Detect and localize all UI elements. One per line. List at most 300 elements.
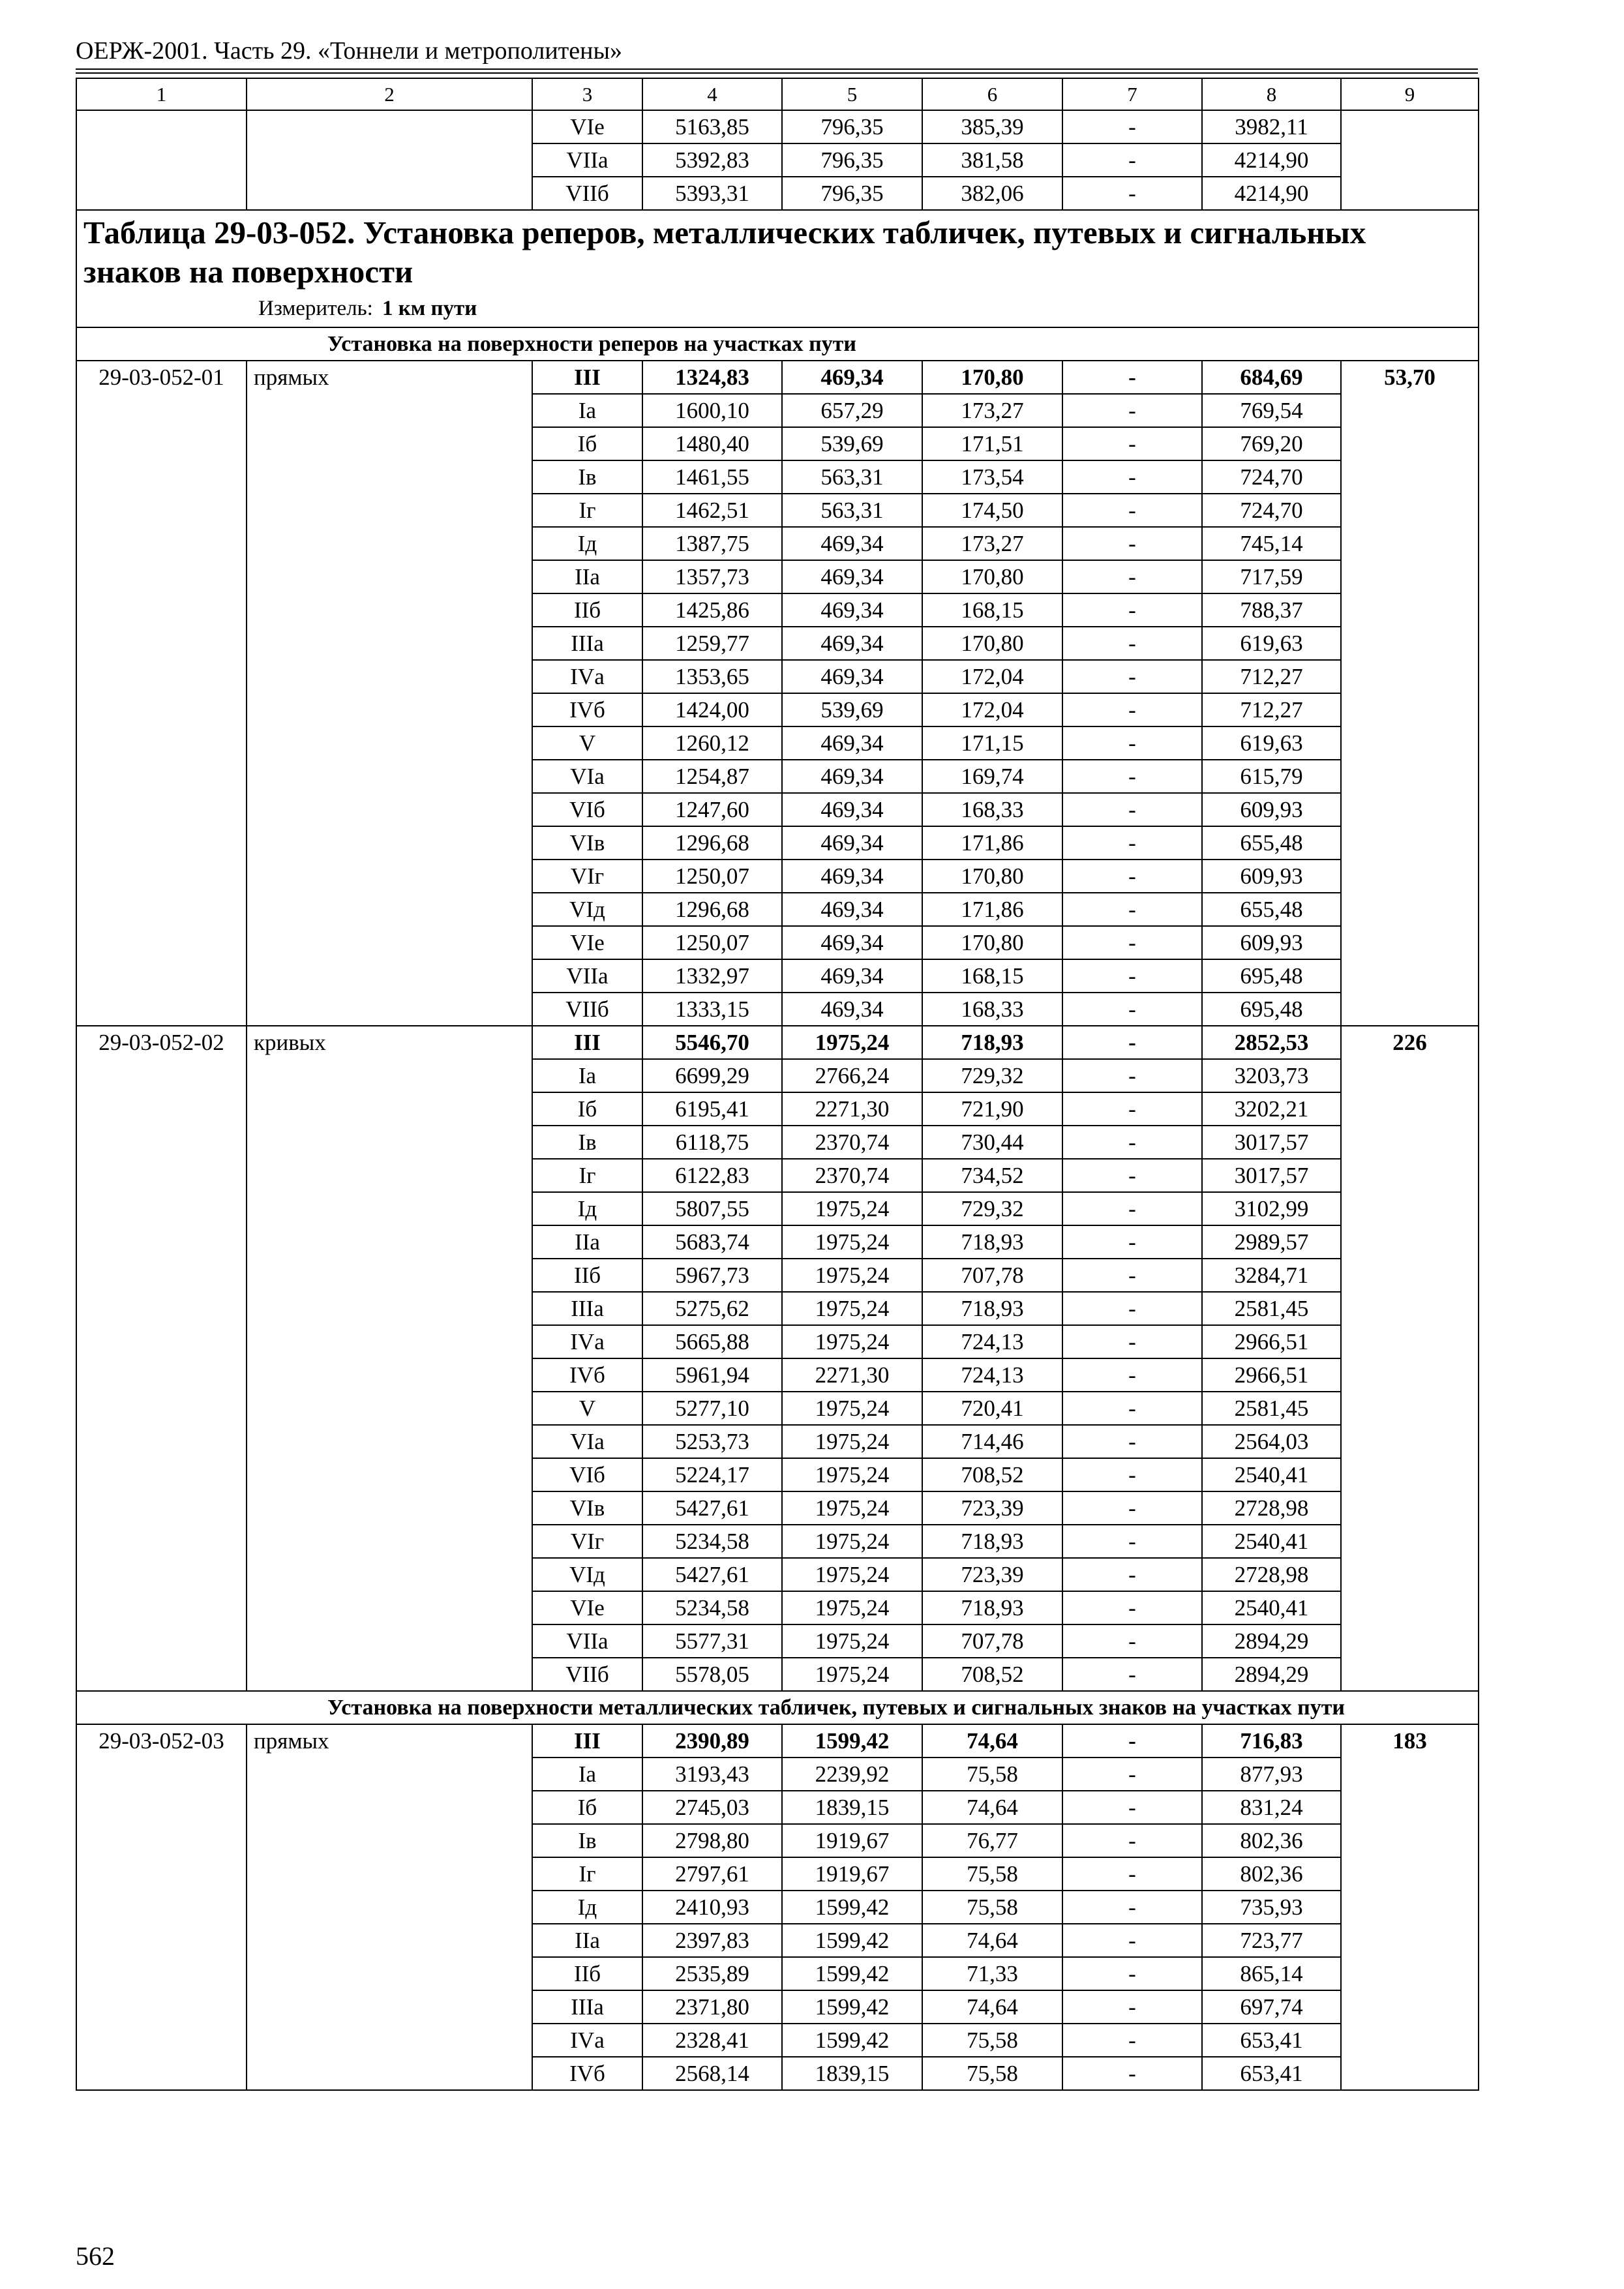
data-cell: 469,34	[782, 826, 922, 860]
data-cell: 1975,24	[782, 1624, 922, 1658]
data-cell: 718,93	[922, 1525, 1062, 1558]
data-cell: 1599,42	[782, 1924, 922, 1957]
table-title: Таблица 29-03-052. Установка реперов, металлических табличек, путевых и сигнальных знаков на поверхности	[83, 215, 1366, 290]
data-cell: 1975,24	[782, 1325, 922, 1358]
data-cell: -	[1062, 726, 1202, 760]
data-cell: 2797,61	[642, 1857, 782, 1891]
column-number: 8	[1202, 78, 1341, 110]
column-number: 3	[532, 78, 642, 110]
data-cell: -	[1062, 494, 1202, 527]
column-number-row	[76, 78, 1479, 110]
data-cell: 2581,45	[1202, 1392, 1341, 1425]
data-cell: 724,13	[922, 1325, 1062, 1358]
data-cell: 721,90	[922, 1092, 1062, 1126]
data-cell: VIб	[532, 793, 642, 826]
data-cell: 796,35	[782, 110, 922, 143]
data-cell: Iг	[532, 494, 642, 527]
data-cell: IVб	[532, 693, 642, 726]
data-cell: 1975,24	[782, 1292, 922, 1325]
data-cell: 2852,53	[1202, 1026, 1341, 1059]
data-cell: 684,69	[1202, 361, 1341, 394]
data-cell: 382,06	[922, 177, 1062, 210]
data-cell: 619,63	[1202, 627, 1341, 660]
data-cell: -	[1062, 1392, 1202, 1425]
measure-value: 1 км пути	[382, 297, 477, 320]
data-cell: 707,78	[922, 1259, 1062, 1292]
data-cell: 2766,24	[782, 1059, 922, 1092]
data-cell: IIIа	[532, 1292, 642, 1325]
data-cell: 1250,07	[642, 860, 782, 893]
data-cell: 174,50	[922, 494, 1062, 527]
work-name: прямых	[247, 1724, 532, 2090]
data-cell: 5546,70	[642, 1026, 782, 1059]
data-cell: 469,34	[782, 361, 922, 394]
data-cell: -	[1062, 926, 1202, 959]
data-cell: 5577,31	[642, 1624, 782, 1658]
data-cell: 718,93	[922, 1292, 1062, 1325]
data-cell: 619,63	[1202, 726, 1341, 760]
data-cell: VIб	[532, 1458, 642, 1491]
data-cell: 1919,67	[782, 1824, 922, 1857]
data-cell: -	[1062, 1192, 1202, 1225]
data-cell: 2371,80	[642, 1990, 782, 2024]
data-cell: 5234,58	[642, 1591, 782, 1624]
data-cell: 2894,29	[1202, 1658, 1341, 1691]
data-cell: 723,39	[922, 1491, 1062, 1525]
data-cell: 469,34	[782, 593, 922, 627]
data-cell: VIIа	[532, 143, 642, 177]
data-cell: 469,34	[782, 860, 922, 893]
data-cell: -	[1062, 893, 1202, 926]
data-cell: 74,64	[922, 1924, 1062, 1957]
data-cell: 539,69	[782, 427, 922, 460]
data-cell: 802,36	[1202, 1824, 1341, 1857]
data-cell: 1480,40	[642, 427, 782, 460]
data-cell: Iа	[532, 1758, 642, 1791]
data-cell: 75,58	[922, 1891, 1062, 1924]
data-cell: Iв	[532, 460, 642, 494]
data-cell: 469,34	[782, 760, 922, 793]
data-cell: 2798,80	[642, 1824, 782, 1857]
data-cell: 2271,30	[782, 1092, 922, 1126]
data-cell: IVа	[532, 660, 642, 693]
data-cell: -	[1062, 143, 1202, 177]
data-cell: 1324,83	[642, 361, 782, 394]
data-cell: VIе	[532, 926, 642, 959]
data-cell: 1254,87	[642, 760, 782, 793]
table-body	[76, 78, 1479, 2090]
work-name: прямых	[247, 361, 532, 1026]
data-cell: VIе	[532, 1591, 642, 1624]
data-cell: 4214,90	[1202, 177, 1341, 210]
data-cell: Iа	[532, 394, 642, 427]
data-cell: 796,35	[782, 143, 922, 177]
data-cell: 723,77	[1202, 1924, 1341, 1957]
data-cell: 170,80	[922, 860, 1062, 893]
data-cell: -	[1062, 2057, 1202, 2090]
data-cell: 1600,10	[642, 394, 782, 427]
data-cell: -	[1062, 1259, 1202, 1292]
data-cell: 2728,98	[1202, 1558, 1341, 1591]
data-cell: IIб	[532, 593, 642, 627]
data-cell: 469,34	[782, 627, 922, 660]
data-cell: Iг	[532, 1857, 642, 1891]
section-row	[76, 1691, 1479, 1724]
data-cell: -	[1062, 177, 1202, 210]
table-row	[76, 1724, 1479, 1758]
column-number: 4	[642, 78, 782, 110]
data-cell: IVб	[532, 2057, 642, 2090]
data-cell: 469,34	[782, 726, 922, 760]
data-cell: 469,34	[782, 959, 922, 993]
section-row	[76, 327, 1479, 361]
col9-cell-empty	[1341, 110, 1479, 210]
data-cell: 74,64	[922, 1990, 1062, 2024]
data-cell: 173,27	[922, 527, 1062, 560]
data-cell: 2328,41	[642, 2024, 782, 2057]
column-number: 2	[247, 78, 532, 110]
data-cell: 3982,11	[1202, 110, 1341, 143]
data-cell: 2966,51	[1202, 1358, 1341, 1392]
data-cell: 5392,83	[642, 143, 782, 177]
data-cell: 3193,43	[642, 1758, 782, 1791]
running-header: ОЕРЖ-2001. Часть 29. «Тоннели и метрополитены»	[76, 37, 623, 65]
data-cell: Iв	[532, 1824, 642, 1857]
data-cell: 5224,17	[642, 1458, 782, 1491]
data-cell: Iд	[532, 1192, 642, 1225]
data-cell: VIг	[532, 1525, 642, 1558]
data-cell: 5163,85	[642, 110, 782, 143]
data-cell: 788,37	[1202, 593, 1341, 627]
data-cell: 170,80	[922, 560, 1062, 593]
data-cell: 718,93	[922, 1026, 1062, 1059]
data-cell: 655,48	[1202, 826, 1341, 860]
data-cell: VIа	[532, 1425, 642, 1458]
data-cell: 2370,74	[782, 1126, 922, 1159]
data-cell: 2390,89	[642, 1724, 782, 1758]
data-cell: 1839,15	[782, 1791, 922, 1824]
data-cell: 1462,51	[642, 494, 782, 527]
data-cell: 74,64	[922, 1791, 1062, 1824]
table-heading	[76, 210, 1479, 327]
data-cell: -	[1062, 1990, 1202, 2024]
rate-code: 29-03-052-03	[76, 1724, 247, 2090]
data-cell: 171,86	[922, 893, 1062, 926]
data-cell: 469,34	[782, 660, 922, 693]
data-cell: 5393,31	[642, 177, 782, 210]
table-heading-row	[76, 210, 1479, 327]
section-title: Установка на поверхности реперов на участках пути	[76, 327, 1479, 361]
data-cell: 1975,24	[782, 1425, 922, 1458]
data-cell: 796,35	[782, 177, 922, 210]
data-cell: 168,33	[922, 793, 1062, 826]
data-cell: 1975,24	[782, 1225, 922, 1259]
data-cell: 5578,05	[642, 1658, 782, 1691]
data-cell: 653,41	[1202, 2057, 1341, 2090]
data-cell: 2894,29	[1202, 1624, 1341, 1658]
code-cell-empty	[76, 110, 247, 210]
data-cell: 169,74	[922, 760, 1062, 793]
data-cell: 1260,12	[642, 726, 782, 760]
data-cell: 769,20	[1202, 427, 1341, 460]
data-cell: -	[1062, 1924, 1202, 1957]
data-cell: 1259,77	[642, 627, 782, 660]
data-cell: 2540,41	[1202, 1525, 1341, 1558]
data-cell: -	[1062, 110, 1202, 143]
data-cell: 1387,75	[642, 527, 782, 560]
data-cell: 735,93	[1202, 1891, 1341, 1924]
data-cell: 720,41	[922, 1392, 1062, 1425]
data-cell: IIа	[532, 1924, 642, 1957]
data-cell: Iб	[532, 1791, 642, 1824]
data-cell: -	[1062, 1891, 1202, 1924]
data-cell: IIа	[532, 560, 642, 593]
data-cell: 695,48	[1202, 993, 1341, 1026]
data-cell: 717,59	[1202, 560, 1341, 593]
data-cell: -	[1062, 1159, 1202, 1192]
data-cell: V	[532, 726, 642, 760]
data-cell: 469,34	[782, 793, 922, 826]
data-cell: -	[1062, 959, 1202, 993]
data-cell: 729,32	[922, 1192, 1062, 1225]
column-number: 6	[922, 78, 1062, 110]
data-cell: 707,78	[922, 1624, 1062, 1658]
data-cell: 563,31	[782, 494, 922, 527]
data-cell: IVб	[532, 1358, 642, 1392]
data-cell: -	[1062, 1292, 1202, 1325]
data-cell: -	[1062, 1857, 1202, 1891]
data-cell: 5683,74	[642, 1225, 782, 1259]
data-cell: 173,27	[922, 394, 1062, 427]
data-cell: 1332,97	[642, 959, 782, 993]
data-cell: 2728,98	[1202, 1491, 1341, 1525]
data-cell: 3017,57	[1202, 1126, 1341, 1159]
data-cell: 2966,51	[1202, 1325, 1341, 1358]
data-cell: -	[1062, 1558, 1202, 1591]
data-cell: 609,93	[1202, 860, 1341, 893]
data-cell: 469,34	[782, 527, 922, 560]
data-cell: 734,52	[922, 1159, 1062, 1192]
data-cell: 716,83	[1202, 1724, 1341, 1758]
data-cell: VIIб	[532, 177, 642, 210]
data-cell: 5427,61	[642, 1558, 782, 1591]
data-cell: 170,80	[922, 627, 1062, 660]
data-cell: 708,52	[922, 1658, 1062, 1691]
data-cell: -	[1062, 1791, 1202, 1824]
data-cell: 1250,07	[642, 926, 782, 959]
header-rule-2	[76, 72, 1478, 74]
measure-label: Измеритель:	[258, 297, 373, 320]
data-cell: 3102,99	[1202, 1192, 1341, 1225]
data-cell: 4214,90	[1202, 143, 1341, 177]
data-cell: -	[1062, 693, 1202, 726]
data-cell: VIа	[532, 760, 642, 793]
data-cell: VIв	[532, 1491, 642, 1525]
section-title: Установка на поверхности металлических табличек, путевых и сигнальных знаков на участках пути	[76, 1691, 1479, 1724]
data-cell: 3203,73	[1202, 1059, 1341, 1092]
measure-line	[83, 294, 1471, 323]
data-cell: 1424,00	[642, 693, 782, 726]
data-cell: 1975,24	[782, 1458, 922, 1491]
data-cell: 609,93	[1202, 793, 1341, 826]
data-cell: IVа	[532, 2024, 642, 2057]
data-cell: -	[1062, 1425, 1202, 1458]
data-cell: -	[1062, 1591, 1202, 1624]
data-cell: Iб	[532, 427, 642, 460]
data-cell: 2540,41	[1202, 1591, 1341, 1624]
data-cell: 653,41	[1202, 2024, 1341, 2057]
data-cell: VIд	[532, 1558, 642, 1591]
col9-value: 183	[1341, 1724, 1479, 2090]
data-cell: 723,39	[922, 1558, 1062, 1591]
data-cell: 170,80	[922, 361, 1062, 394]
data-cell: 1599,42	[782, 1990, 922, 2024]
data-cell: IIб	[532, 1259, 642, 1292]
data-cell: 168,33	[922, 993, 1062, 1026]
data-cell: -	[1062, 361, 1202, 394]
data-cell: 615,79	[1202, 760, 1341, 793]
data-cell: 769,54	[1202, 394, 1341, 427]
data-cell: 170,80	[922, 926, 1062, 959]
data-cell: VIIб	[532, 993, 642, 1026]
data-cell: 3284,71	[1202, 1259, 1341, 1292]
data-cell: -	[1062, 660, 1202, 693]
data-cell: -	[1062, 860, 1202, 893]
col9-value: 53,70	[1341, 361, 1479, 1026]
data-cell: 1839,15	[782, 2057, 922, 2090]
data-cell: -	[1062, 1724, 1202, 1758]
data-cell: 5234,58	[642, 1525, 782, 1558]
data-cell: 609,93	[1202, 926, 1341, 959]
data-cell: -	[1062, 1325, 1202, 1358]
rate-code: 29-03-052-02	[76, 1026, 247, 1691]
data-cell: 6122,83	[642, 1159, 782, 1192]
data-cell: 1975,24	[782, 1026, 922, 1059]
header-rule	[76, 68, 1478, 70]
data-cell: -	[1062, 1059, 1202, 1092]
data-cell: 712,27	[1202, 693, 1341, 726]
data-cell: -	[1062, 2024, 1202, 2057]
data-cell: 1975,24	[782, 1558, 922, 1591]
data-cell: 173,54	[922, 460, 1062, 494]
data-cell: 1333,15	[642, 993, 782, 1026]
data-cell: 5275,62	[642, 1292, 782, 1325]
data-cell: -	[1062, 1658, 1202, 1691]
data-cell: 172,04	[922, 660, 1062, 693]
data-cell: 1353,65	[642, 660, 782, 693]
data-cell: IIIа	[532, 1990, 642, 2024]
data-cell: 1975,24	[782, 1591, 922, 1624]
data-cell: 2535,89	[642, 1957, 782, 1990]
data-cell: 2568,14	[642, 2057, 782, 2090]
name-cell-empty	[247, 110, 532, 210]
table-row	[76, 1026, 1479, 1059]
data-cell: 708,52	[922, 1458, 1062, 1491]
data-cell: 5807,55	[642, 1192, 782, 1225]
data-cell: VIIа	[532, 959, 642, 993]
data-cell: 5277,10	[642, 1392, 782, 1425]
data-cell: V	[532, 1392, 642, 1425]
data-cell: -	[1062, 1824, 1202, 1857]
data-cell: 171,86	[922, 826, 1062, 860]
data-cell: -	[1062, 527, 1202, 560]
data-cell: 5665,88	[642, 1325, 782, 1358]
data-cell: 877,93	[1202, 1758, 1341, 1791]
data-cell: -	[1062, 427, 1202, 460]
data-cell: -	[1062, 1092, 1202, 1126]
data-cell: 714,46	[922, 1425, 1062, 1458]
data-cell: Iд	[532, 1891, 642, 1924]
data-cell: 697,74	[1202, 1990, 1341, 2024]
data-cell: 1599,42	[782, 1957, 922, 1990]
data-cell: -	[1062, 1225, 1202, 1259]
data-cell: 469,34	[782, 893, 922, 926]
data-cell: 695,48	[1202, 959, 1341, 993]
data-cell: VIг	[532, 860, 642, 893]
data-cell: 1599,42	[782, 2024, 922, 2057]
data-cell: 1975,24	[782, 1658, 922, 1691]
data-cell: Iб	[532, 1092, 642, 1126]
data-cell: III	[532, 1026, 642, 1059]
data-cell: 3017,57	[1202, 1159, 1341, 1192]
data-cell: Iд	[532, 527, 642, 560]
data-cell: 2745,03	[642, 1791, 782, 1824]
data-cell: 831,24	[1202, 1791, 1341, 1824]
data-cell: 1461,55	[642, 460, 782, 494]
data-cell: -	[1062, 1758, 1202, 1791]
data-cell: 730,44	[922, 1126, 1062, 1159]
data-cell: 2271,30	[782, 1358, 922, 1392]
data-cell: 539,69	[782, 693, 922, 726]
data-cell: 75,58	[922, 2057, 1062, 2090]
data-cell: -	[1062, 593, 1202, 627]
data-cell: 5427,61	[642, 1491, 782, 1525]
data-cell: VIе	[532, 110, 642, 143]
data-cell: 1357,73	[642, 560, 782, 593]
column-number: 9	[1341, 78, 1479, 110]
data-cell: 2370,74	[782, 1159, 922, 1192]
data-cell: Iг	[532, 1159, 642, 1192]
data-cell: -	[1062, 1525, 1202, 1558]
data-cell: 5253,73	[642, 1425, 782, 1458]
data-cell: 657,29	[782, 394, 922, 427]
data-cell: 171,15	[922, 726, 1062, 760]
data-cell: 729,32	[922, 1059, 1062, 1092]
data-cell: 2564,03	[1202, 1425, 1341, 1458]
data-cell: IVа	[532, 1325, 642, 1358]
data-cell: -	[1062, 1126, 1202, 1159]
col9-value: 226	[1341, 1026, 1479, 1691]
data-cell: III	[532, 361, 642, 394]
column-number: 5	[782, 78, 922, 110]
data-cell: 2410,93	[642, 1891, 782, 1924]
data-cell: VIIа	[532, 1624, 642, 1658]
data-cell: -	[1062, 1491, 1202, 1525]
rate-code: 29-03-052-01	[76, 361, 247, 1026]
data-cell: 718,93	[922, 1225, 1062, 1259]
data-cell: 6699,29	[642, 1059, 782, 1092]
data-cell: 5967,73	[642, 1259, 782, 1292]
data-cell: 381,58	[922, 143, 1062, 177]
data-cell: 5961,94	[642, 1358, 782, 1392]
data-cell: 745,14	[1202, 527, 1341, 560]
data-cell: Iа	[532, 1059, 642, 1092]
data-cell: 172,04	[922, 693, 1062, 726]
data-cell: 724,70	[1202, 460, 1341, 494]
data-cell: 655,48	[1202, 893, 1341, 926]
data-cell: 168,15	[922, 593, 1062, 627]
data-cell: 1296,68	[642, 893, 782, 926]
